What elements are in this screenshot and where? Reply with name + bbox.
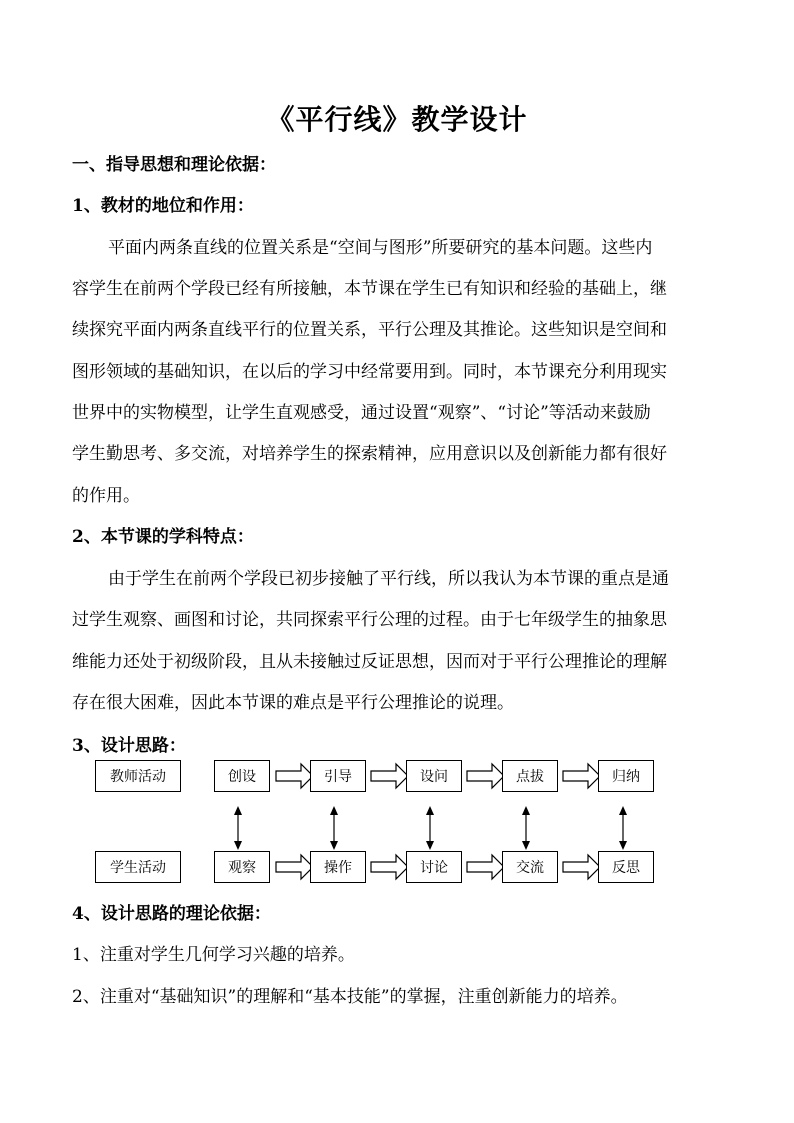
paragraph-line: 存在很大困难，因此本节课的难点是平行公理推论的说理。 — [72, 693, 514, 713]
double-arrow-icon — [234, 806, 242, 850]
teacher-step-box: 引导 — [310, 760, 366, 792]
list-item: 2、注重对“基础知识”的理解和“基本技能”的掌握，注重创新能力的培养。 — [72, 987, 628, 1007]
paragraph-line: 的作用。 — [72, 486, 140, 506]
hollow-arrow-icon — [371, 855, 408, 879]
student-step-box: 操作 — [310, 851, 366, 883]
hollow-arrow-icon — [563, 855, 600, 879]
student-activity-label: 学生活动 — [95, 851, 181, 883]
subheading-theory-basis: 4、设计思路的理论依据： — [72, 904, 271, 924]
hollow-arrow-icon — [467, 764, 504, 788]
student-step-box: 反思 — [598, 851, 654, 883]
paragraph-line: 维能力还处于初级阶段，且从未接触过反证思想，因而对于平行公理推论的理解 — [72, 652, 667, 672]
double-arrow-icon — [619, 806, 627, 850]
subheading-textbook-role: 1、教材的地位和作用： — [72, 196, 254, 216]
paragraph-line: 图形领域的基础知识，在以后的学习中经常要用到。同时，本节课充分利用现实 — [72, 362, 667, 382]
paragraph-line: 过学生观察、画图和讨论，共同探索平行公理的过程。由于七年级学生的抽象思 — [72, 610, 667, 630]
paragraph-line: 平面内两条直线的位置关系是“空间与图形”所要研究的基本问题。这些内 — [108, 238, 653, 258]
page-title: 《平行线》教学设计 — [266, 103, 528, 136]
paragraph-line: 学生勤思考、多交流，对培养学生的探索精神，应用意识以及创新能力都有很好 — [72, 444, 667, 464]
paragraph-line: 由于学生在前两个学段已初步接触了平行线，所以我认为本节课的重点是通 — [108, 569, 669, 589]
teacher-step-box: 设问 — [406, 760, 462, 792]
hollow-arrow-icon — [371, 764, 408, 788]
teacher-step-box: 创设 — [214, 760, 270, 792]
double-arrow-icon — [426, 806, 434, 850]
hollow-arrow-icon — [276, 855, 313, 879]
paragraph-line: 世界中的实物模型，让学生直观感受，通过设置“观察”、“讨论”等活动来鼓励 — [72, 403, 651, 423]
section-heading-guiding-ideas: 一、指导思想和理论依据： — [72, 155, 276, 175]
hollow-arrow-icon — [467, 855, 504, 879]
paragraph-line: 续探究平面内两条直线平行的位置关系，平行公理及其推论。这些知识是空间和 — [72, 320, 667, 340]
student-step-box: 观察 — [214, 851, 270, 883]
double-arrow-icon — [522, 806, 530, 850]
subheading-design-idea: 3、设计思路： — [72, 736, 186, 756]
student-step-box: 讨论 — [406, 851, 462, 883]
hollow-arrow-icon — [563, 764, 600, 788]
student-step-box: 交流 — [502, 851, 558, 883]
teacher-step-box: 点拔 — [502, 760, 558, 792]
teacher-step-box: 归纳 — [598, 760, 654, 792]
teacher-activity-label: 教师活动 — [95, 760, 181, 792]
double-arrow-icon — [330, 806, 338, 850]
list-item: 1、注重对学生几何学习兴趣的培养。 — [72, 945, 355, 965]
subheading-subject-features: 2、本节课的学科特点： — [72, 527, 254, 547]
paragraph-line: 容学生在前两个学段已经有所接触，本节课在学生已有知识和经验的基础上，继 — [72, 279, 667, 299]
hollow-arrow-icon — [276, 764, 313, 788]
